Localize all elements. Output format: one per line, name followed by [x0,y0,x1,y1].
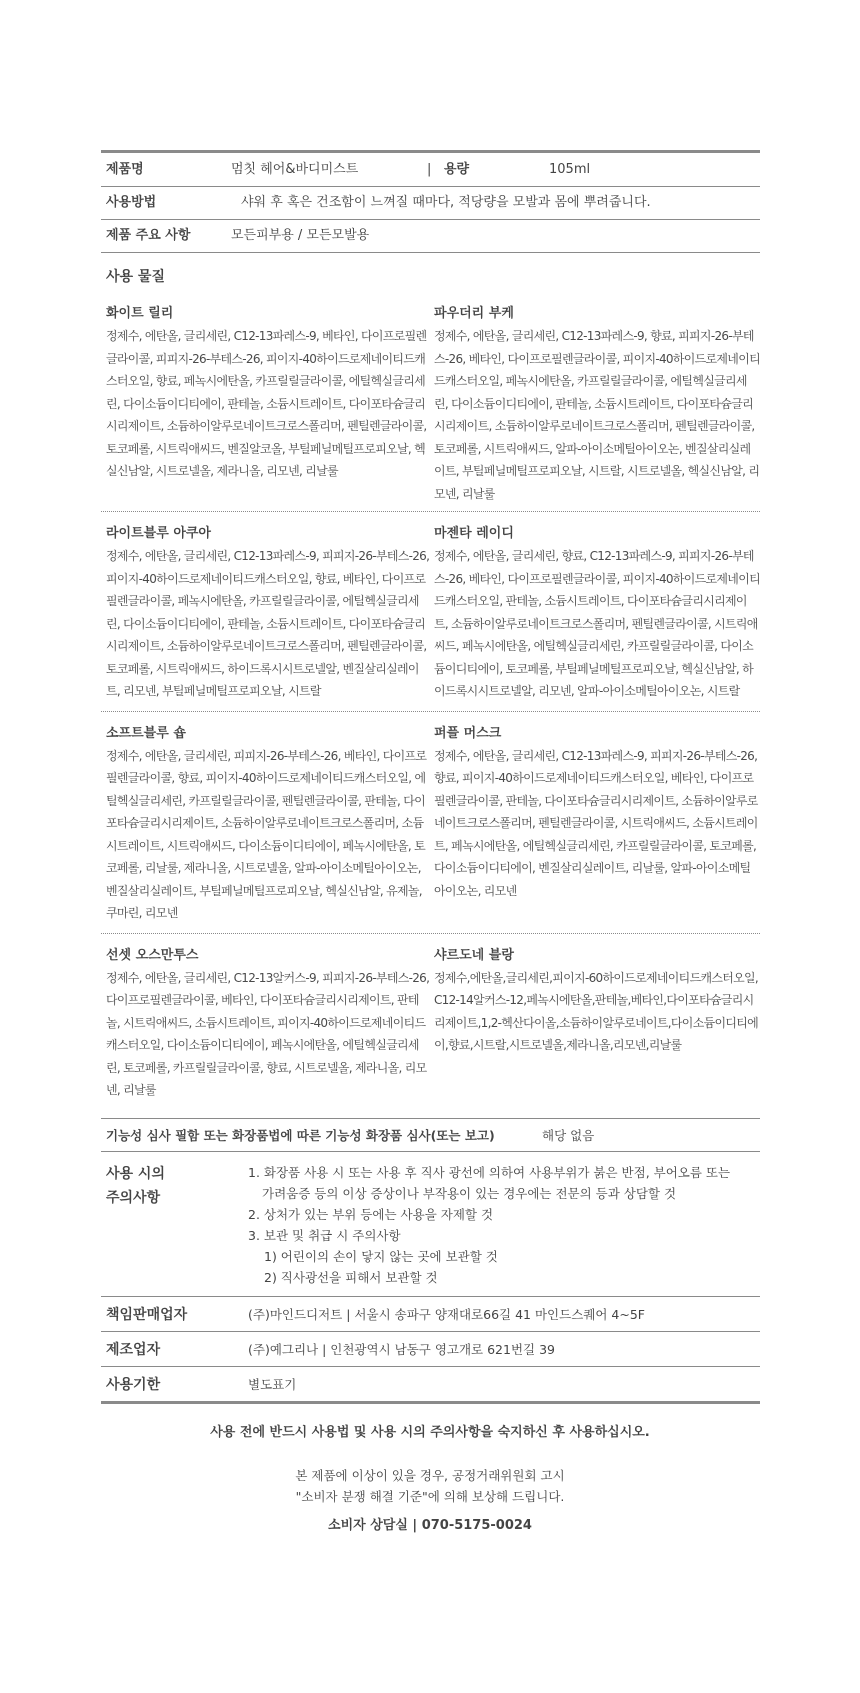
product-name-value: 멈칫 헤어&바디미스트 [231,161,359,177]
field-separator: | [427,161,432,177]
ingredient-list: 정제수,에탄올,글리세린,피이지-60하이드로제네이티드캐스터오일,C12-14알커스-12,페녹시에탄올,판테놀,베타인,다이포타슘글리시리제이트,1,2-헥산다이올,소듐하이알루로네이트,다이소듐이디티에이,향료,시트랄,시트로넬올,제라니올,리모넨,리날룰 [434,970,759,1052]
ingredients-row-1 [101,296,760,511]
maker-row [101,1332,760,1366]
functional-review-row [101,1119,760,1151]
caution-item: 2. 상처가 있는 부위 등에는 사용을 자제할 것 [248,1206,494,1222]
expiry-value: 별도표기 [248,1376,297,1392]
caution-list [248,1162,760,1288]
ingredients-row-2 [101,512,760,711]
ingredient-list: 정제수, 에탄올, 글리세린, C12-13파레스-9, 향료, 피피지-26-부테스-26, 베타인, 다이프로필렌글라이콜, 피이지-40하이드로제네이티드캐스터오일, 페녹시에탄올, 카프릴릴글라이콜, 에틸헥실글리세린, 다이소듐이디티에이, 판테놀, 소듐시트레이트, 다이포타슘글리시리제이트, 소듐하이알루로네이트크로스폴리머, 펜틸렌글라이콜, 토코페롤, 시트릭애씨드, 알파-아이소메틸아이오논, 벤질살리실레이트, 부틸페닐메틸프로피오날, 시트랄, 시트로넬올, 헥실신남알, 리모넨, 리날룰 [434,329,760,501]
ingredient-name: 라이트블루 아쿠아 [106,526,211,541]
ingredient-name: 파우더리 부케 [434,306,514,321]
volume-value: 105ml [549,161,591,177]
caution-label [101,1162,248,1288]
main-features-label: 제품 주요 사항 [106,228,191,243]
ingredient-list: 정제수, 에탄올, 글리세린, C12-13파레스-9, 베타인, 다이프로필렌글라이콜, 피피지-26-부테스-26, 피이지-40하이드로제네이티드캐스터오일, 향료, 페녹시에탄올, 카프릴릴글라이콜, 에틸헥실글리세린, 다이소듐이디티에이, 판테놀, 소듐시트레이트, 다이포타슘글리시리제이트, 소듐하이알루로네이트크로스폴리머, 펜틸렌글라이콜, 토코페롤, 시트릭애씨드, 벤질알코올, 부틸페닐메틸프로피오날, 헥실신남알, 시트로넬올, 제라니올, 리모넨, 리날룰 [106,329,427,478]
caution-item: 가려움증 등의 이상 증상이나 부작용이 있는 경우에는 전문의 등과 상담할 것 [262,1185,677,1201]
ingredient-item [101,945,432,1102]
caution-item: 3. 보관 및 취급 시 주의사항 [248,1227,401,1243]
caution-label-line: 사용 시의 [106,1165,165,1182]
maker-label: 제조업자 [106,1341,161,1358]
functional-review-label: 기능성 심사 필함 또는 화장품법에 따른 기능성 화장품 심사(또는 보고) [106,1127,495,1143]
expiry-label: 사용기한 [106,1376,161,1393]
ingredient-item [101,303,432,505]
ingredient-name: 화이트 릴리 [106,306,174,321]
main-features-row [101,220,760,252]
seller-row [101,1297,760,1331]
compensation-line: 본 제품에 이상이 있을 경우, 공정거래위원회 고시 [295,1468,565,1483]
caution-item: 2) 직사광선을 피해서 보관할 것 [264,1269,438,1285]
expiry-row [101,1367,760,1401]
caution-row [101,1152,760,1296]
usage-label: 사용방법 [106,195,157,210]
table-bottom-rule [101,1401,760,1404]
volume-label: 용량 [444,161,470,177]
functional-review-value: 해당 없음 [542,1127,595,1143]
ingredient-name: 샤르도네 블랑 [434,947,514,963]
customer-contact: 소비자 상담실 | 070-5175-0024 [328,1518,532,1533]
caution-label-line: 주의사항 [106,1189,161,1206]
ingredient-item [434,523,760,703]
usage-notice: 사용 전에 반드시 사용법 및 사용 시의 주의사항을 숙지하신 후 사용하십시오. [210,1425,650,1440]
product-name-label: 제품명 [106,161,144,177]
ingredient-item [101,723,432,925]
ingredient-name: 마젠타 레이디 [434,526,514,541]
seller-value: (주)마인드디저트 | 서울시 송파구 양재대로66길 41 마인드스퀘어 4~5F [248,1306,645,1322]
ingredient-list: 정제수, 에탄올, 글리세린, C12-13알커스-9, 피피지-26-부테스-26, 다이프로필렌글라이콜, 베타인, 다이포타슘글리시리제이트, 판테놀, 시트릭애씨드, 소듐시트레이트, 피이지-40하이드로제네이티드캐스터오일, 다이소듐이디티에이, 페녹시에탄올, 에틸헥실글리세린, 토코페롤, 카프릴릴글라이콜, 향료, 시트로넬올, 제라니올, 리모넨, 리날룰 [106,970,430,1097]
ingredient-list: 정제수, 에탄올, 글리세린, C12-13파레스-9, 피피지-26-부테스-26, 피이지-40하이드로제네이티드캐스터오일, 향료, 베타인, 다이프로필렌글라이콜, 페녹시에탄올, 카프릴릴글라이콜, 에틸헥실글리세린, 다이소듐이디티에이, 판테놀, 소듐시트레이트, 다이포타슘글리시리제이트, 소듐하이알루로네이트크로스폴리머, 펜틸렌글라이콜, 토코페롤, 시트릭애씨드, 하이드록시시트로넬알, 벤질살리실레이트, 리모넨, 부틸페닐메틸프로피오날, 시트랄 [106,549,430,698]
ingredient-list: 정제수, 에탄올, 글리세린, C12-13파레스-9, 피피지-26-부테스-26, 향료, 피이지-40하이드로제네이티드캐스터오일, 베타인, 다이프로필렌글라이콜, 판테놀, 다이포타슘글리시리제이트, 소듐하이알루로네이트크로스폴리머, 펜틸렌글라이콜, 시트릭애씨드, 소듐시트레이트, 페녹시에탄올, 에틸헥실글리세린, 카프릴릴글라이콜, 토코페롤, 다이소듐이디티에이, 벤질살리실레이트, 리날룰, 알파-아이소메틸아이오논, 리모넨 [434,748,758,898]
caution-item: 1. 화장품 사용 시 또는 사용 후 직사 광선에 의하여 사용부위가 붉은 반점, 부어오름 또는 [248,1164,731,1180]
ingredient-list: 정제수, 에탄올, 글리세린, 피피지-26-부테스-26, 베타인, 다이프로필렌글라이콜, 향료, 피이지-40하이드로제네이티드캐스터오일, 에틸헥실글리세린, 카프릴릴글라이콜, 펜틸렌글라이콜, 판테놀, 다이포타슘글리시리제이트, 소듐하이알루로네이트크로스폴리머, 소듐시트레이트, 시트릭애씨드, 다이소듐이디티에이, 페녹시에탄올, 토코페롤, 리날룰, 제라니올, 시트로넬올, 알파-아이소메틸아이오논, 벤질살리실레이트, 부틸페닐메틸프로피오날, 헥실신남알, 유제놀, 쿠마린, 리모넨 [106,748,427,920]
ingredient-item [434,303,760,505]
product-info-table [101,150,760,1404]
product-name-row [101,153,760,186]
main-features-value: 모든피부용 / 모든모발용 [231,228,370,243]
ingredient-name: 소프트블루 숍 [106,725,186,741]
ingredients-row-3 [101,712,760,933]
ingredient-name: 선셋 오스만투스 [106,947,199,963]
ingredients-row-4 [101,934,760,1118]
compensation-line: "소비자 분쟁 해결 기준"에 의해 보상해 드립니다. [295,1489,565,1504]
maker-value: (주)예그리나 | 인천광역시 남동구 영고개로 621번길 39 [248,1341,555,1357]
ingredient-item [434,945,760,1102]
usage-row [101,187,760,219]
caution-item: 1) 어린이의 손이 닿지 않는 곳에 보관할 것 [264,1248,498,1264]
ingredient-item [101,523,432,703]
compensation-notice [0,1465,860,1507]
ingredient-list: 정제수, 에탄올, 글리세린, 향료, C12-13파레스-9, 피피지-26-부테스-26, 베타인, 다이프로필렌글라이콜, 피이지-40하이드로제네이티드캐스터오일, 판테놀, 소듐시트레이트, 다이포타슘글리시리제이트, 소듐하이알루로네이트크로스폴리머, 펜틸렌글라이콜, 시트릭애씨드, 페녹시에탄올, 에틸헥실글리세린, 카프릴릴글라이콜, 다이소듐이디티에이, 토코페롤, 부틸페닐메틸프로피오날, 헥실신남알, 하이드록시시트로넬알, 리모넨, 알파-아이소메틸아이오논, 시트랄 [434,549,760,698]
seller-label: 책임판매업자 [106,1306,188,1323]
ingredients-title: 사용 물질 [106,269,165,285]
ingredient-name: 퍼플 머스크 [434,725,502,741]
usage-value: 샤워 후 혹은 건조함이 느껴질 때마다, 적당량을 모발과 몸에 뿌려줍니다. [241,195,651,210]
ingredient-item [434,723,760,925]
